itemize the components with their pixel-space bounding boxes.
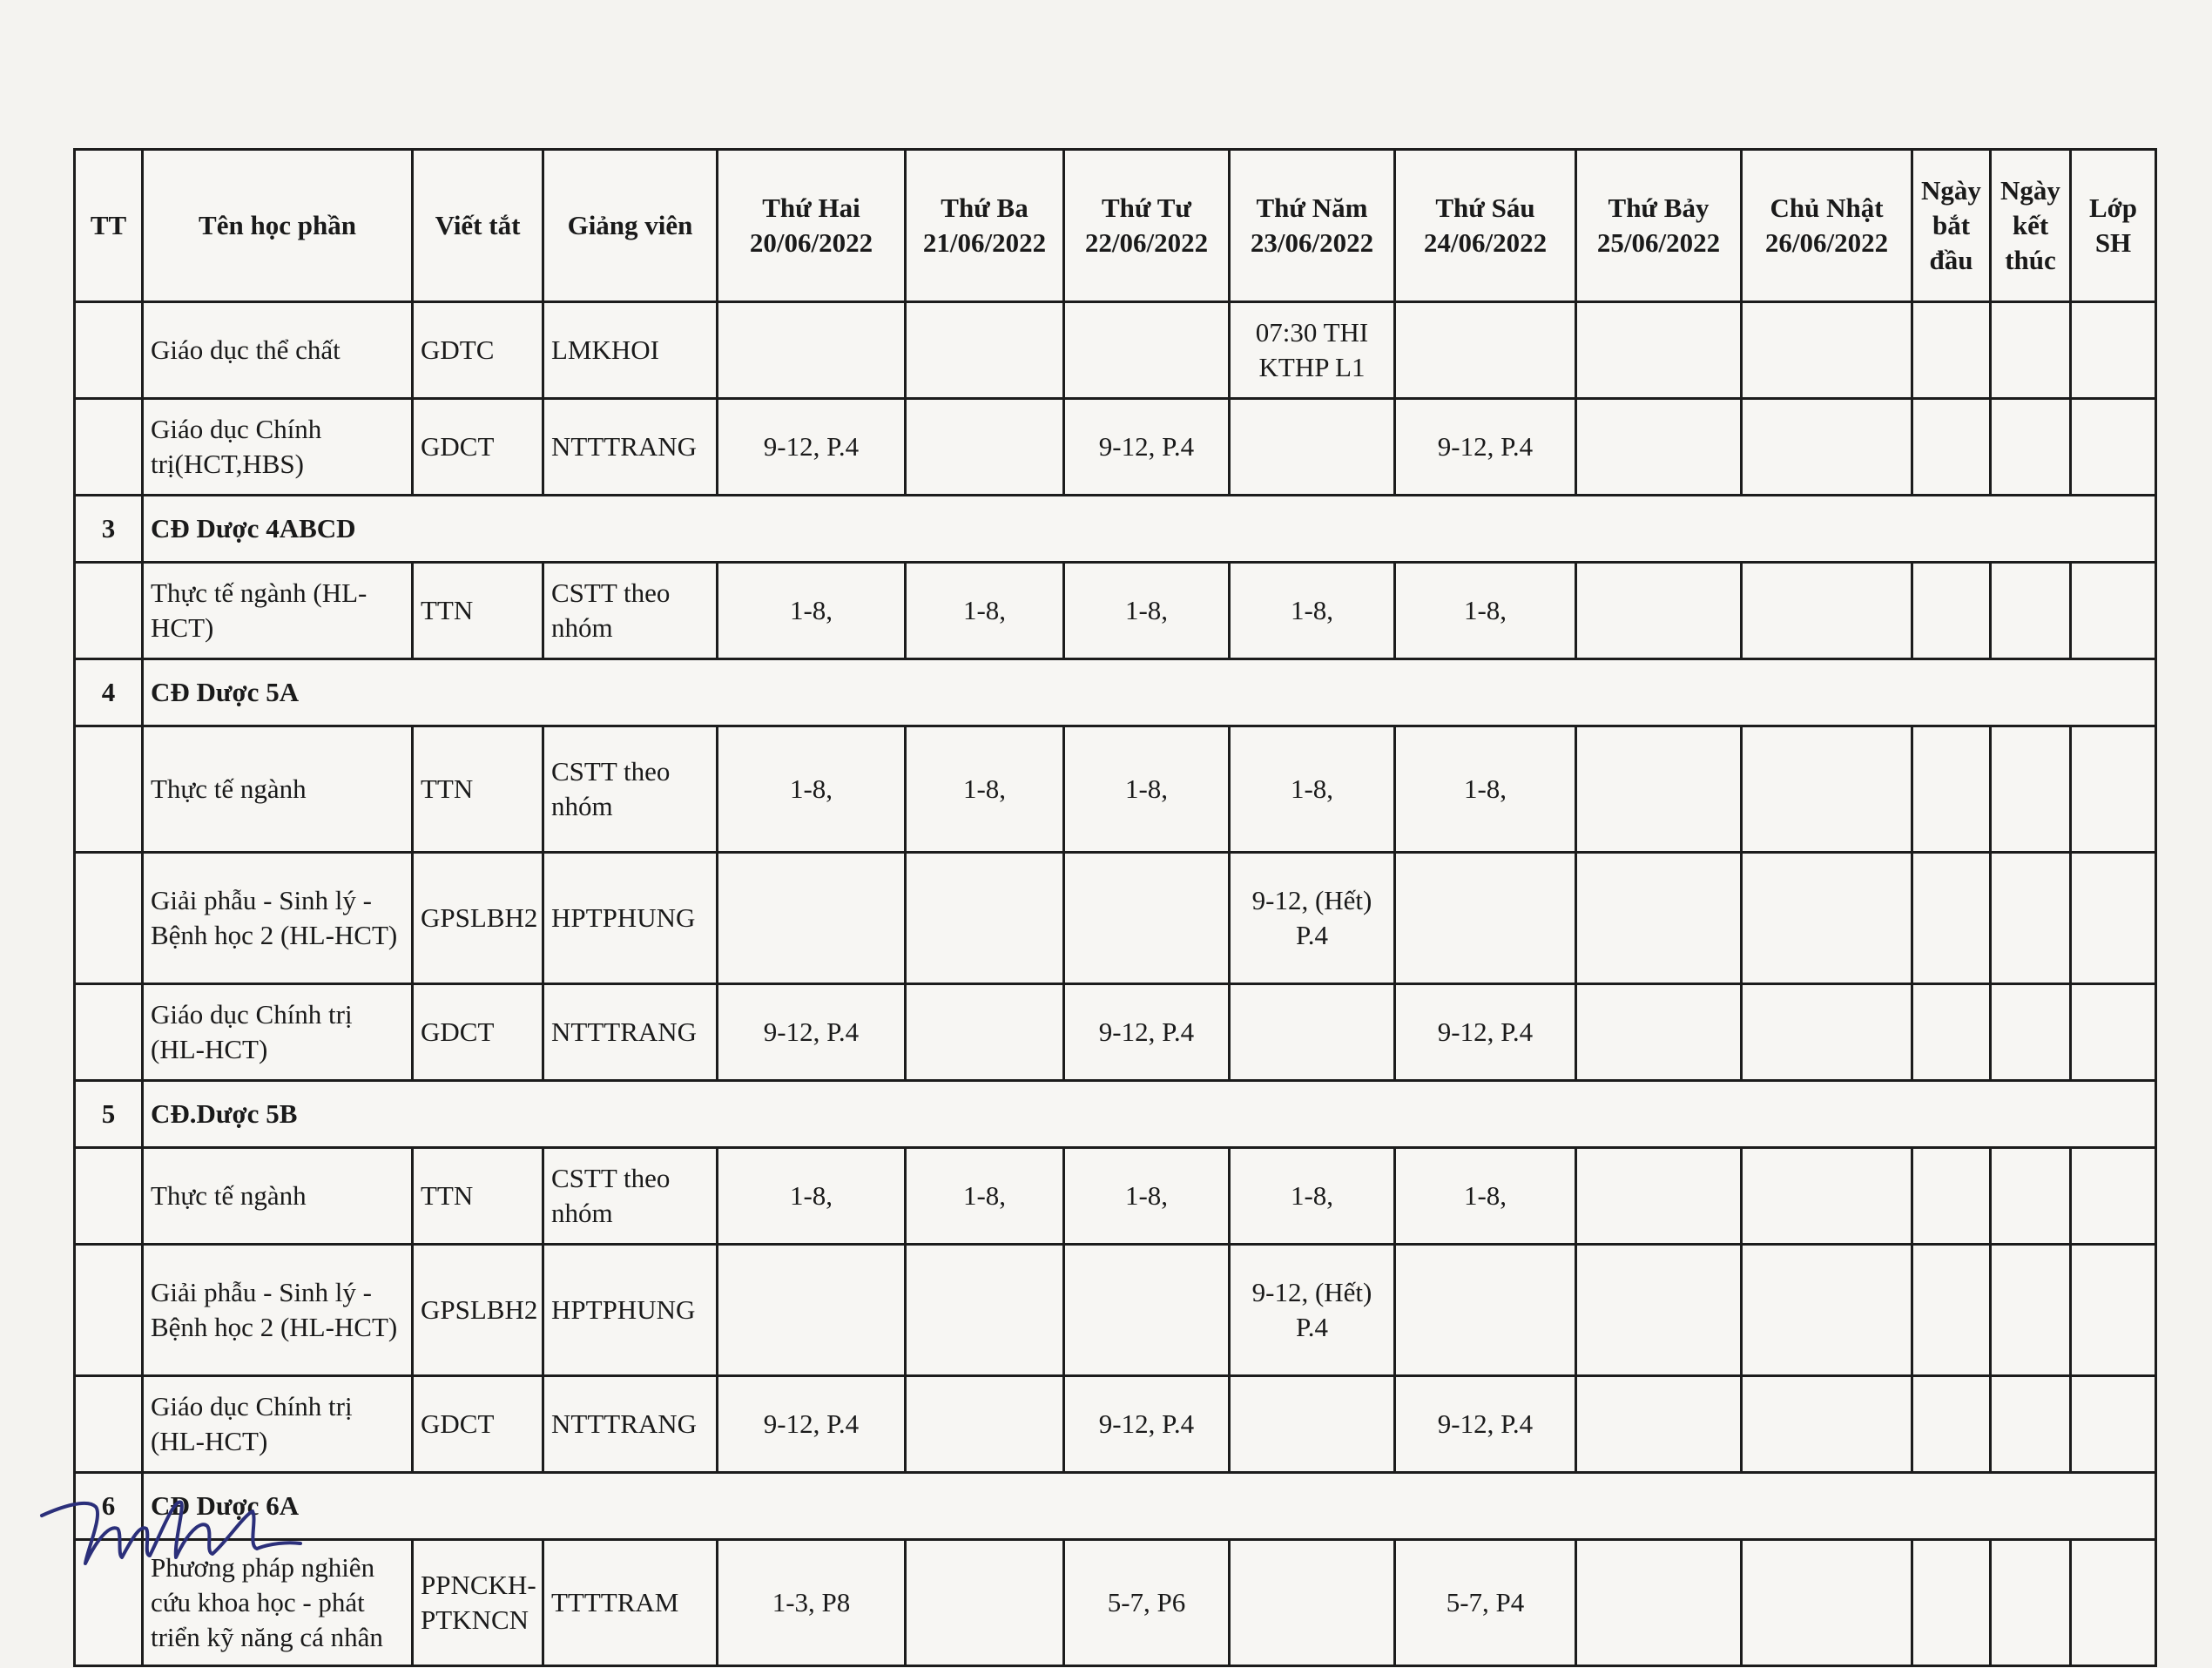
header-sat-day: Thứ Bảy [1608,192,1710,223]
abbr-cell: GDCT [413,399,543,496]
sun-cell [1742,984,1912,1081]
header-class-1: Lớp [2088,192,2138,223]
course-name-cell [143,853,413,984]
sun-cell [1742,1540,1912,1666]
course-name-line-1: Giáo dục Chính trị [151,999,353,1030]
abbr-cell: TTN [413,563,543,659]
lecturer-line-2: nhóm [551,1198,613,1228]
sat-cell [1576,984,1742,1081]
abbr-cell: GDCT [413,1376,543,1473]
header-start-1: Ngày [1921,175,1981,206]
thu-line-1: 9-12, (Hết) [1251,1277,1372,1307]
class-cell [2071,726,2156,853]
lecturer-cell [543,563,718,659]
mon-cell [718,853,906,984]
tue-cell [906,1245,1064,1376]
abbr-cell: GDTC [413,302,543,399]
thu-cell [1230,1376,1395,1473]
lecturer-line-1: CSTT theo [551,756,671,787]
end-cell [1991,726,2071,853]
group-row [75,1081,2156,1148]
end-cell [1991,563,2071,659]
abbr-cell: GPSLBH2 [413,853,543,984]
table-row [75,1245,2156,1376]
course-name-cell: Thực tế ngành [143,726,413,853]
class-cell [2071,984,2156,1081]
header-sat [1576,150,1742,302]
fri-cell [1395,302,1576,399]
tt-cell [75,302,143,399]
course-name-line-1: Giải phẫu - Sinh lý - [151,1277,372,1307]
header-wed [1064,150,1230,302]
header-tt: TT [75,150,143,302]
thu-cell [1230,302,1395,399]
sat-cell [1576,563,1742,659]
start-cell [1912,1540,1991,1666]
header-mon-day: Thứ Hai [762,192,860,223]
fri-cell [1395,853,1576,984]
sun-cell [1742,399,1912,496]
sun-cell [1742,1148,1912,1245]
lecturer-cell: HPTPHUNG [543,1245,718,1376]
header-thu [1230,150,1395,302]
sat-cell [1576,399,1742,496]
mon-cell [718,302,906,399]
class-cell [2071,563,2156,659]
class-cell [2071,1148,2156,1245]
tt-cell [75,1376,143,1473]
end-cell [1991,1245,2071,1376]
lecturer-cell: NTTTRANG [543,1376,718,1473]
wed-cell: 5-7, P6 [1064,1540,1230,1666]
course-name-cell [143,1376,413,1473]
header-class [2071,150,2156,302]
class-cell [2071,1540,2156,1666]
wed-cell: 1-8, [1064,726,1230,853]
header-thu-day: Thứ Năm [1256,192,1368,223]
header-fri-day: Thứ Sáu [1435,192,1535,223]
course-name-line-1: Giáo dục Chính trị [151,1391,353,1422]
header-tue [906,150,1064,302]
header-sat-date: 25/06/2022 [1596,227,1721,258]
course-name-cell [143,1245,413,1376]
thu-line-2: P.4 [1295,1312,1329,1342]
schedule-sheet [73,148,2155,1667]
tue-cell [906,853,1064,984]
wed-cell: 9-12, P.4 [1064,984,1230,1081]
tt-cell [75,984,143,1081]
thu-line-2: P.4 [1295,920,1329,950]
end-cell [1991,302,2071,399]
header-start-2: bắt [1932,210,1971,240]
header-course-name: Tên học phần [143,150,413,302]
lecturer-cell: NTTTRANG [543,399,718,496]
group-row [75,496,2156,563]
lecturer-line-1: CSTT theo [551,577,671,608]
tue-cell [906,1376,1064,1473]
thu-line-1: 07:30 THI [1255,317,1369,348]
fri-cell: 1-8, [1395,1148,1576,1245]
header-lecturer: Giảng viên [543,150,718,302]
thu-cell: 1-8, [1230,1148,1395,1245]
header-mon-date: 20/06/2022 [749,227,873,258]
sun-cell [1742,1376,1912,1473]
signature-icon [35,1481,305,1577]
header-end-date [1991,150,2071,302]
end-cell [1991,984,2071,1081]
sat-cell [1576,1376,1742,1473]
course-name-line-2: (HL-HCT) [151,1034,268,1064]
schedule-table [73,148,2157,1667]
header-fri-date: 24/06/2022 [1423,227,1548,258]
group-tt: 6 [75,1473,143,1540]
course-name-line-2: (HL-HCT) [151,1426,268,1456]
start-cell [1912,1245,1991,1376]
lecturer-cell [543,726,718,853]
fri-cell: 9-12, P.4 [1395,1376,1576,1473]
fri-cell [1395,1245,1576,1376]
abbr-cell: TTN [413,726,543,853]
table-row [75,563,2156,659]
end-cell [1991,1376,2071,1473]
wed-cell: 9-12, P.4 [1064,399,1230,496]
sat-cell [1576,302,1742,399]
start-cell [1912,726,1991,853]
class-cell [2071,302,2156,399]
thu-cell [1230,984,1395,1081]
tue-cell [906,1540,1064,1666]
header-wed-day: Thứ Tư [1102,192,1191,223]
thu-cell: 1-8, [1230,563,1395,659]
course-name-cell [143,563,413,659]
thu-line-2: KTHP L1 [1258,352,1366,382]
mon-cell [718,1245,906,1376]
wed-cell: 1-8, [1064,563,1230,659]
course-name-line-1: Giáo dục Chính [151,414,322,444]
start-cell [1912,563,1991,659]
header-mon [718,150,906,302]
tue-cell: 1-8, [906,726,1064,853]
end-cell [1991,1148,2071,1245]
group-name: CĐ.Dược 5B [143,1081,2156,1148]
lecturer-cell: NTTTRANG [543,984,718,1081]
mon-cell: 1-8, [718,563,906,659]
tt-cell [75,853,143,984]
fri-cell: 1-8, [1395,726,1576,853]
group-name: CĐ Dược 6A [143,1473,2156,1540]
group-tt: 5 [75,1081,143,1148]
start-cell [1912,984,1991,1081]
tt-cell [75,726,143,853]
lecturer-cell: LMKHOI [543,302,718,399]
tue-cell [906,399,1064,496]
course-name-line-2: Bệnh học 2 (HL-HCT) [151,920,398,950]
thu-cell [1230,1540,1395,1666]
header-row [75,150,2156,302]
course-name-cell [143,399,413,496]
sun-cell [1742,1245,1912,1376]
table-row [75,1148,2156,1245]
group-name: CĐ Dược 4ABCD [143,496,2156,563]
tt-cell [75,563,143,659]
table-row [75,1540,2156,1666]
fri-cell: 9-12, P.4 [1395,984,1576,1081]
class-cell [2071,399,2156,496]
header-start-date [1912,150,1991,302]
mon-cell: 9-12, P.4 [718,984,906,1081]
thu-line-1: 9-12, (Hết) [1251,885,1372,915]
lecturer-line-1: CSTT theo [551,1163,671,1193]
mon-cell: 9-12, P.4 [718,1376,906,1473]
header-class-2: SH [2094,227,2132,258]
end-cell [1991,1540,2071,1666]
group-row [75,1473,2156,1540]
header-sun [1742,150,1912,302]
class-cell [2071,1245,2156,1376]
table-row [75,302,2156,399]
wed-cell [1064,302,1230,399]
sat-cell [1576,1540,1742,1666]
header-abbr: Viết tắt [413,150,543,302]
start-cell [1912,399,1991,496]
header-end-2: kết [2012,210,2049,240]
tue-cell: 1-8, [906,1148,1064,1245]
end-cell [1991,853,2071,984]
table-row [75,1376,2156,1473]
fri-cell: 1-8, [1395,563,1576,659]
thu-cell [1230,1245,1395,1376]
header-start-3: đầu [1929,245,1973,275]
course-name-line-2: Bệnh học 2 (HL-HCT) [151,1312,398,1342]
group-name: CĐ Dược 5A [143,659,2156,726]
thu-cell [1230,853,1395,984]
tt-cell [75,399,143,496]
thu-cell: 1-8, [1230,726,1395,853]
fri-cell: 9-12, P.4 [1395,399,1576,496]
mon-cell: 1-8, [718,1148,906,1245]
sun-cell [1742,302,1912,399]
course-name-line-1: Thực tế ngành (HL- [151,577,368,608]
wed-cell: 9-12, P.4 [1064,1376,1230,1473]
header-sun-date: 26/06/2022 [1764,227,1889,258]
sat-cell [1576,853,1742,984]
start-cell [1912,853,1991,984]
course-name-cell: Giáo dục thể chất [143,302,413,399]
course-name-line-2: HCT) [151,612,214,643]
sun-cell [1742,726,1912,853]
tt-cell [75,1148,143,1245]
table-row [75,984,2156,1081]
tue-cell [906,302,1064,399]
abbr-line-1: PPNCKH- [421,1570,536,1600]
end-cell [1991,399,2071,496]
course-name-line-2: trị(HCT,HBS) [151,449,304,479]
lecturer-cell: TTTTRAM [543,1540,718,1666]
header-thu-date: 23/06/2022 [1250,227,1374,258]
header-tue-day: Thứ Ba [941,192,1028,223]
lecturer-line-2: nhóm [551,791,613,821]
course-name-cell [143,984,413,1081]
wed-cell [1064,853,1230,984]
lecturer-cell: HPTPHUNG [543,853,718,984]
course-name-line-1: Giải phẫu - Sinh lý - [151,885,372,915]
lecturer-cell [543,1148,718,1245]
group-row [75,659,2156,726]
mon-cell: 9-12, P.4 [718,399,906,496]
abbr-cell: GPSLBH2 [413,1245,543,1376]
wed-cell [1064,1245,1230,1376]
header-fri [1395,150,1576,302]
table-row [75,399,2156,496]
course-name-line-3: triển kỹ năng cá nhân [151,1622,383,1652]
tue-cell: 1-8, [906,563,1064,659]
abbr-line-2: PTKNCN [421,1604,529,1635]
start-cell [1912,302,1991,399]
header-sun-day: Chủ Nhật [1770,192,1884,223]
sat-cell [1576,1245,1742,1376]
header-end-3: thúc [2005,245,2056,275]
sat-cell [1576,726,1742,853]
sun-cell [1742,563,1912,659]
header-tue-date: 21/06/2022 [922,227,1047,258]
group-tt: 3 [75,496,143,563]
thu-cell [1230,399,1395,496]
table-row [75,853,2156,984]
tt-cell [75,1245,143,1376]
start-cell [1912,1148,1991,1245]
course-name-line-2: cứu khoa học - phát [151,1587,365,1617]
tue-cell [906,984,1064,1081]
mon-cell: 1-8, [718,726,906,853]
header-end-1: Ngày [2000,175,2060,206]
start-cell [1912,1376,1991,1473]
lecturer-line-2: nhóm [551,612,613,643]
sat-cell [1576,1148,1742,1245]
class-cell [2071,1376,2156,1473]
course-name-cell: Thực tế ngành [143,1148,413,1245]
abbr-cell: TTN [413,1148,543,1245]
mon-cell: 1-3, P8 [718,1540,906,1666]
header-wed-date: 22/06/2022 [1084,227,1209,258]
wed-cell: 1-8, [1064,1148,1230,1245]
course-name-line-1: Phương pháp nghiên [151,1552,375,1583]
abbr-cell: GDCT [413,984,543,1081]
table-row [75,726,2156,853]
sun-cell [1742,853,1912,984]
group-tt: 4 [75,659,143,726]
class-cell [2071,853,2156,984]
fri-cell: 5-7, P4 [1395,1540,1576,1666]
abbr-cell [413,1540,543,1666]
